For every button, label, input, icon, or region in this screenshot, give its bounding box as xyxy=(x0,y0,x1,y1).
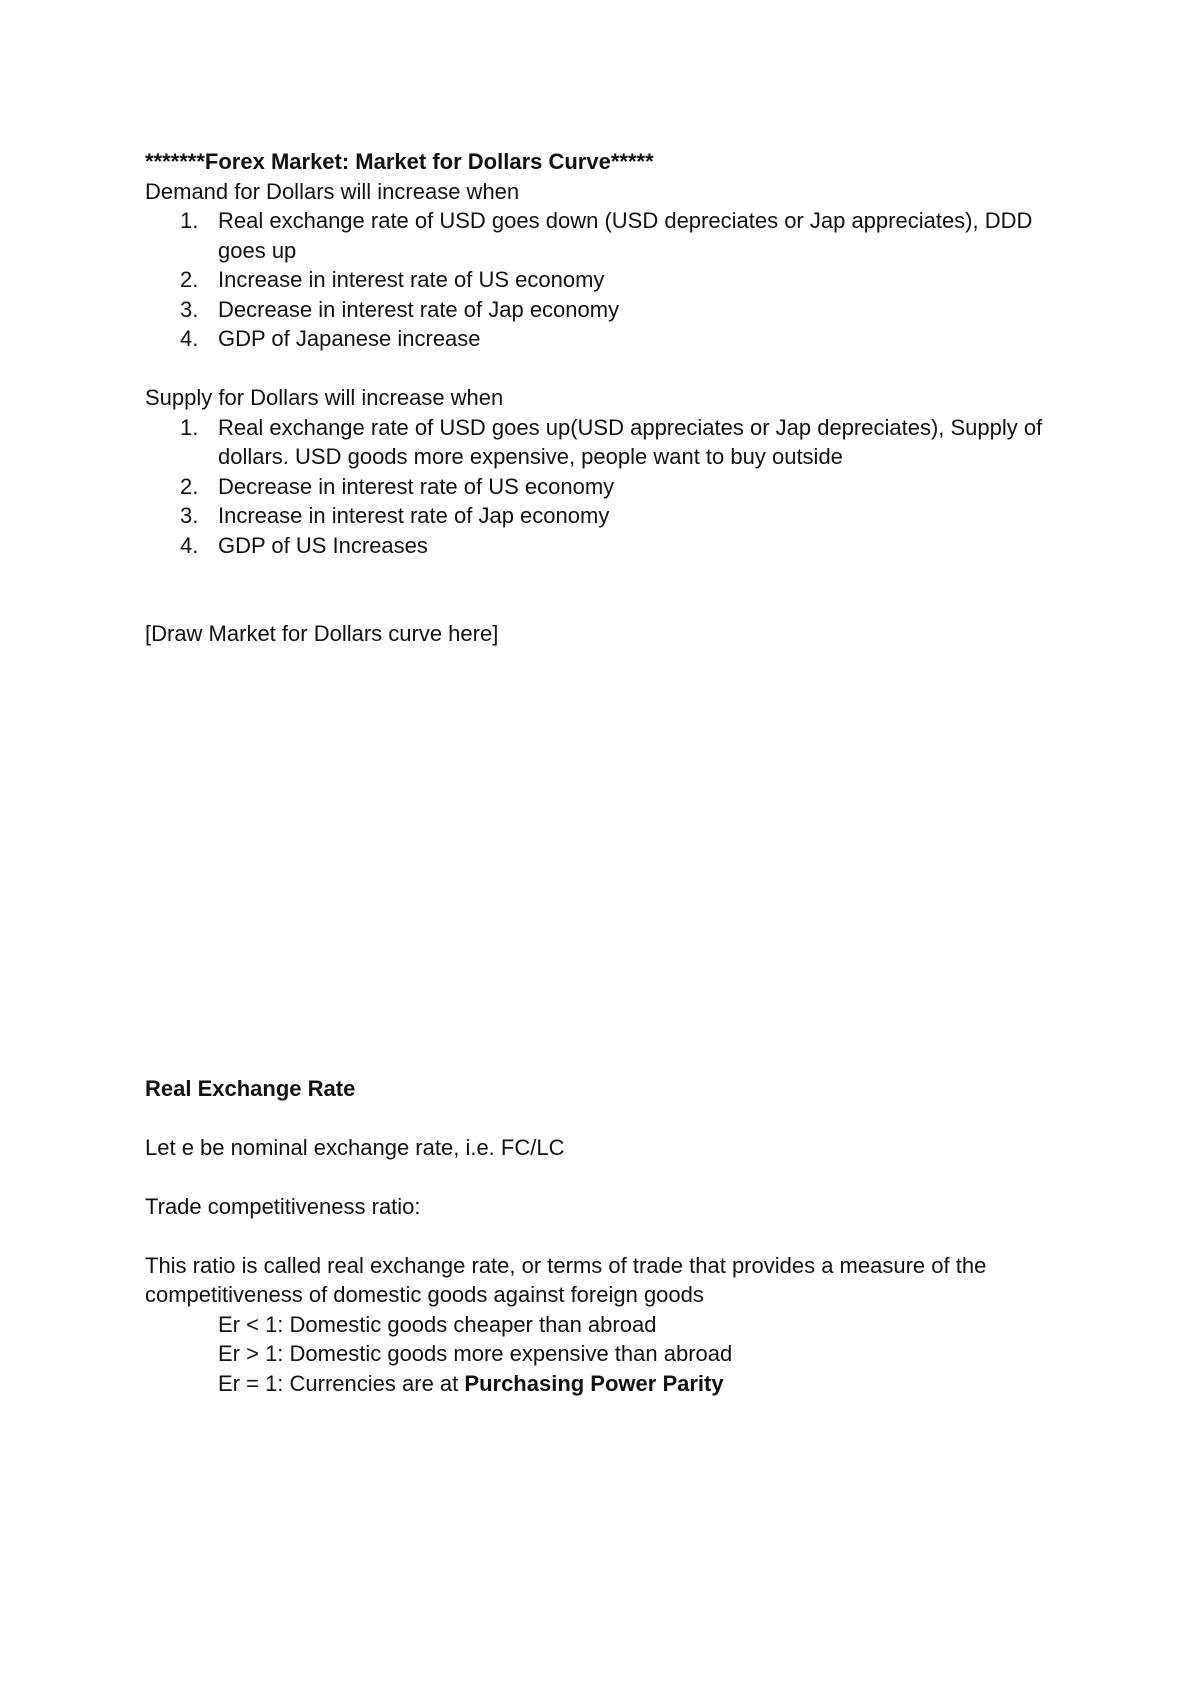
case-prefix: Er = 1: Currencies are at xyxy=(218,1370,465,1396)
list-number: 1. xyxy=(180,208,199,233)
list-item xyxy=(145,501,1045,531)
case-line xyxy=(145,1369,1045,1399)
list-item xyxy=(145,206,1045,265)
list-item xyxy=(145,531,1045,561)
supply-intro: Supply for Dollars will increase when xyxy=(145,385,504,410)
demand-intro: Demand for Dollars will increase when xyxy=(145,178,520,204)
spacer xyxy=(145,1103,1045,1133)
draw-placeholder: [Draw Market for Dollars curve here] xyxy=(145,621,499,646)
spacer xyxy=(145,1221,1045,1251)
list-item xyxy=(145,413,1045,472)
spacer xyxy=(145,1162,1045,1192)
spacer xyxy=(145,560,1045,619)
list-item-text: Real exchange rate of USD goes down (USD depreciates or Jap appreciates), DDD goes up xyxy=(218,208,1033,263)
supply-list xyxy=(145,413,1045,561)
list-item-text: Increase in interest rate of Jap economy xyxy=(218,503,610,528)
list-item xyxy=(145,472,1045,502)
list-item-text: GDP of Japanese increase xyxy=(218,326,481,351)
list-item-text: Decrease in interest rate of Jap economy xyxy=(218,296,620,322)
list-number: 2. xyxy=(180,473,199,499)
nominal-rate-text: Let e be nominal exchange rate, i.e. FC/LC xyxy=(145,1134,565,1160)
document-content xyxy=(145,147,1045,1398)
list-item xyxy=(145,295,1045,325)
list-item-text: Increase in interest rate of US economy xyxy=(218,267,605,292)
section-heading: Real Exchange Rate xyxy=(145,1075,356,1101)
ppp-term: Purchasing Power Parity xyxy=(464,1370,724,1396)
list-number: 1. xyxy=(180,414,199,440)
list-number: 2. xyxy=(180,267,199,292)
trade-ratio-text: Trade competitiveness ratio: xyxy=(145,1193,421,1219)
list-item-text: Real exchange rate of USD goes up(USD appreciates or Jap depreciates), Supply of dollars. USD goods more expensive, people want to buy outside xyxy=(218,414,1043,469)
case-line: Er < 1: Domestic goods cheaper than abroad xyxy=(218,1311,657,1337)
demand-list xyxy=(145,206,1045,354)
list-number: 4. xyxy=(180,326,199,351)
list-number: 3. xyxy=(180,503,199,528)
list-item xyxy=(145,265,1045,295)
ratio-description: This ratio is called real exchange rate, or terms of trade that provides a measure of the competitiveness of domestic goods against foreign goods xyxy=(145,1252,987,1307)
list-item-text: Decrease in interest rate of US economy xyxy=(218,473,615,499)
spacer xyxy=(145,354,1045,384)
list-number: 4. xyxy=(180,532,199,558)
list-item-text: GDP of US Increases xyxy=(218,532,428,558)
list-item xyxy=(145,324,1045,354)
case-line: Er > 1: Domestic goods more expensive than abroad xyxy=(218,1341,733,1366)
list-number: 3. xyxy=(180,296,199,322)
blank-drawing-area xyxy=(145,649,1045,1074)
page-title: *******Forex Market: Market for Dollars Curve***** xyxy=(145,149,654,174)
